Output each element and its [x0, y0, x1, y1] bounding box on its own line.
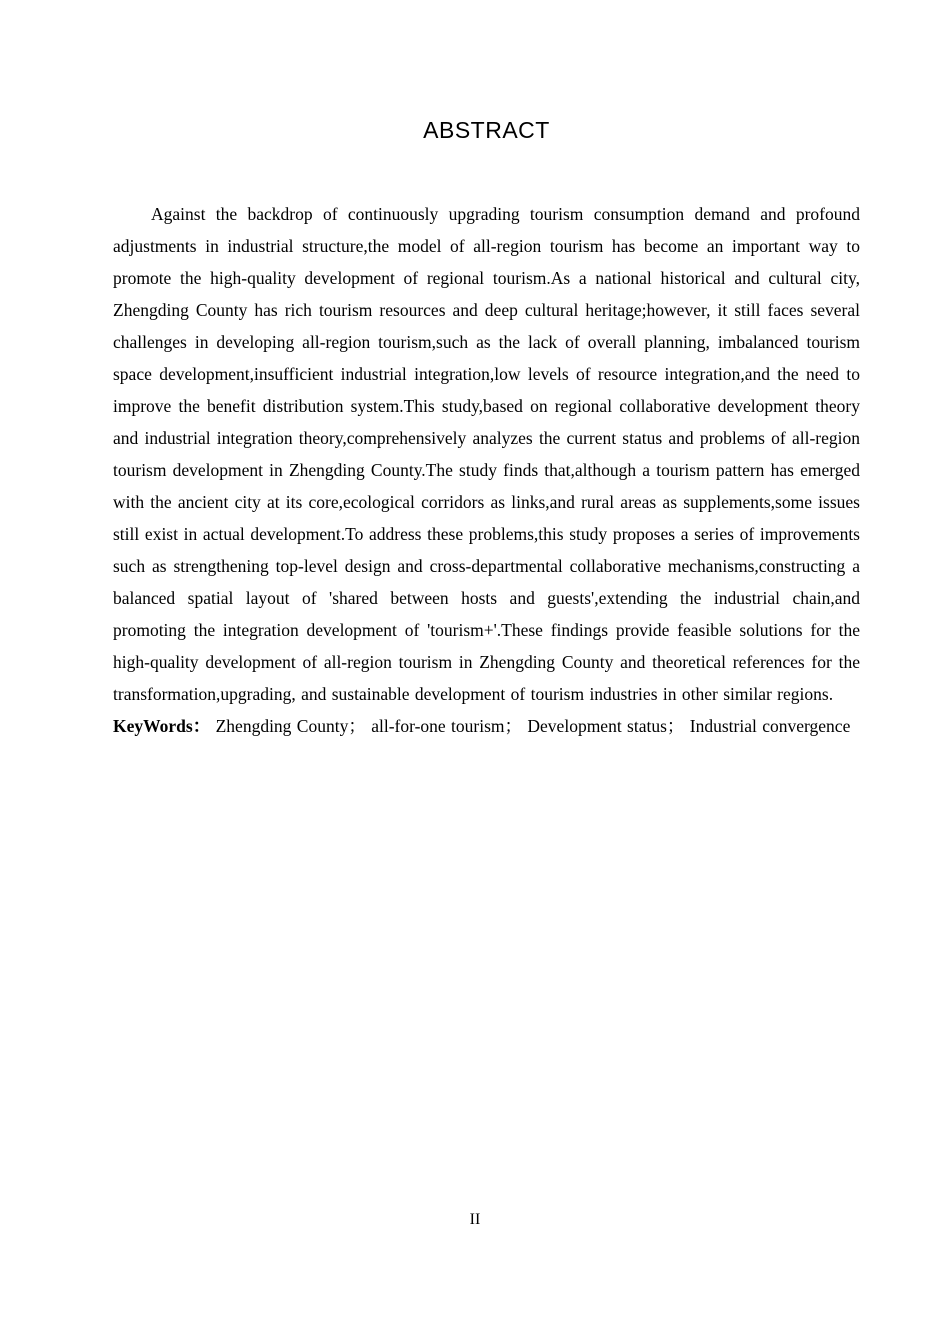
- page-content: [0, 117, 950, 742]
- keywords-label: KeyWords：: [113, 716, 211, 736]
- keywords-text: Zhengding County； all-for-one tourism； Development status； Industrial convergence: [215, 716, 851, 736]
- page-number: II: [469, 1211, 481, 1228]
- keywords-line: [113, 710, 860, 742]
- page-title: ABSTRACT: [423, 117, 550, 143]
- abstract-paragraph: Against the backdrop of continuously upgrading tourism consumption demand and profound adjustments in industrial structure,the model of all-region tourism has become an important way to promote the high-quality development of regional tourism.As a national historical and cultural city, Zhengding County has rich tourism resources and deep cultural heritage;however, it still faces several challenges in developing all-region tourism,such as the lack of overall planning, imbalanced tourism space development,insufficient industrial integration,low levels of resource integration,and the need to improve the benefit distribution system.This study,based on regional collaborative development theory and industrial integration theory,comprehensively analyzes the current status and problems of all-region tourism development in Zhengding County.The study finds that,although a tourism pattern has emerged with the ancient city at its core,ecological corridors as links,and rural areas as supplements,some issues still exist in actual development.To address these problems,this study proposes a series of improvements such as strengthening top-level design and cross-departmental collaborative mechanisms,constructing a balanced spatial layout of 'shared between hosts and guests',extending the industrial chain,and promoting the integration development of 'tourism+'.These findings provide feasible solutions for the high-quality development of all-region tourism in Zhengding County and theoretical references for the transformation,upgrading, and sustainable development of tourism industries in other similar regions.: [113, 204, 860, 704]
